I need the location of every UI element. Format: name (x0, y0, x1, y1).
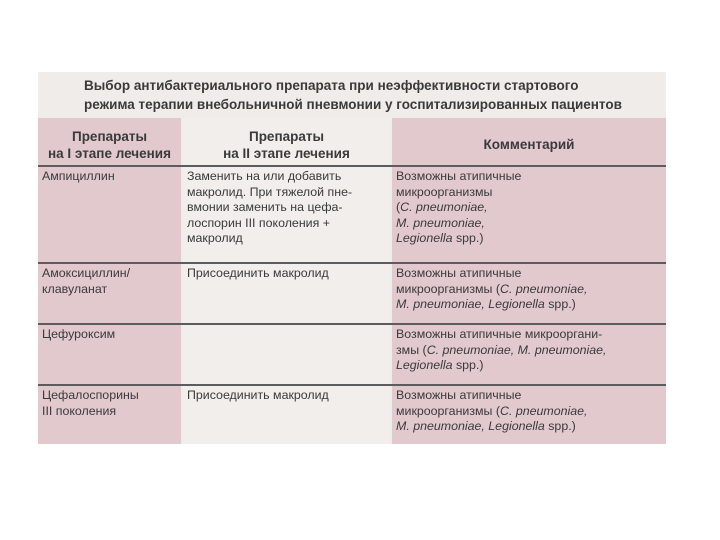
species-names: C. pneumoniae, M. pneumoniae, Legionella (396, 200, 488, 245)
row3-stage1: Цефуроксим (42, 327, 116, 341)
comment-text: Возможны атипичные микроорганизмы ( (396, 266, 522, 296)
row1-comment (396, 169, 662, 247)
species-names: C. pneumoniae, M. pneumoniae, Legionella (396, 281, 588, 311)
species-names: C. pneumoniae, M. pneumoniae, Legionella (396, 403, 588, 433)
row2-stage1: Амоксициллин/ клавуланат (42, 266, 131, 296)
species-names: C. pneumoniae, M. pneumoniae, Legionella (396, 342, 607, 372)
table-scan (38, 72, 666, 444)
header-stage1: Препараты на I этапе лечения (48, 129, 171, 161)
row4-comment (396, 388, 662, 435)
comment-text: spp.) (452, 358, 484, 372)
comment-text: Возможны атипичные микрооргани- змы ( (396, 327, 603, 357)
row4-stage2: Присоединить макролид (187, 388, 329, 402)
row4-stage1: Цефалоспорины III поколения (42, 388, 139, 418)
header-comment: Комментарий (483, 137, 575, 152)
row1-stage1: Ампициллин (42, 169, 115, 183)
comment-text: Возможны атипичные микроорганизмы ( (396, 169, 522, 214)
row3-comment (396, 327, 662, 374)
row1-stage2: Заменить на или добавить макролид. При тяжелой пне- вмонии заменить на цефа- лоспорин III поколения + макролид (187, 169, 353, 245)
comment-text: spp.) (544, 419, 576, 433)
row-divider (38, 262, 666, 264)
comment-text: spp.) (544, 297, 576, 311)
row-divider (38, 323, 666, 325)
row2-comment (396, 266, 662, 313)
table-title: Выбор антибактериального препарата при неэффективности стартового режима терапии внебольничной пневмонии у госпитализированных пациентов (84, 78, 622, 112)
comment-text: Возможны атипичные микроорганизмы ( (396, 388, 522, 418)
row2-stage2: Присоединить макролид (187, 266, 329, 280)
header-stage2: Препараты на II этапе лечения (223, 129, 350, 161)
comment-text: spp.) (452, 231, 484, 245)
row-divider (38, 384, 666, 386)
row-divider (38, 165, 666, 167)
